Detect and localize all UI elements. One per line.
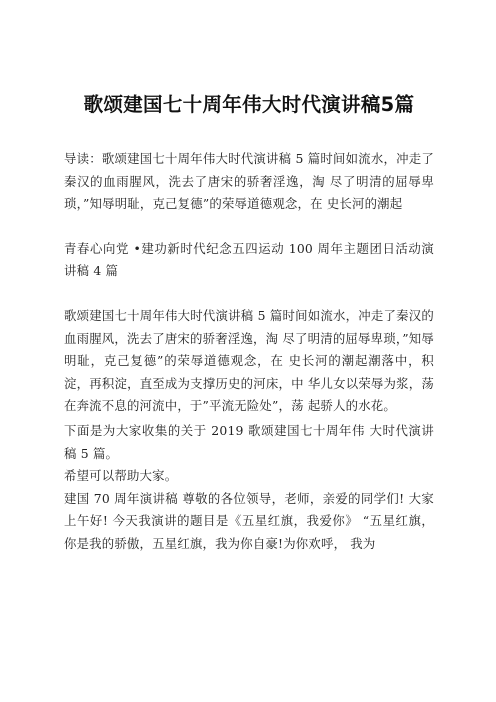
document-title: 歌颂建国七十周年伟大时代演讲稿5篇 bbox=[83, 93, 415, 116]
related-article-paragraph: 青春心向党 •建功新时代纪念五四运动 100 周年主题团日活动演讲稿 4 篇 bbox=[64, 240, 434, 279]
body-paragraph: 歌颂建国七十周年伟大时代演讲稿 5 篇时间如流水，冲走了秦汉的血雨腥风，洗去了唐宋的骄奢淫逸，淘 尽了明清的屈辱卑琐，”知辱明耻，克己复德”的荣辱道德观念，在 史长河的潮起潮落中，积淀，再积淀，直至成为支撑历史的河床，中 华儿女以荣辱为浆，荡在奔流不息的河流中，于”平流无险处”，荡 起骄人的水花。 bbox=[64, 307, 434, 414]
intro-paragraph: 导读：歌颂建国七十周年伟大时代演讲稿 5 篇时间如流水，冲走了秦汉的血雨腥风，洗去了唐宋的骄奢淫逸，淘 尽了明清的屈辱卑琐，”知辱明耻，克己复德”的荣辱道德观念，在 史长河的潮起 bbox=[64, 151, 434, 212]
speech-paragraph: 建国 70 周年演讲稿 尊敬的各位领导，老师，亲爱的同学们! 大家上午好! 今天我演讲的题目是《五星红旗，我爱你》 “五星红旗，你是我的骄傲，五星红旗，我为你自豪!为你欢呼， 我为 bbox=[64, 490, 434, 551]
collected-note-paragraph: 下面是为大家收集的关于 2019 歌颂建国七十周年伟 大时代演讲稿 5 篇。 bbox=[64, 422, 434, 461]
hope-paragraph: 希望可以帮助大家。 bbox=[64, 468, 178, 484]
